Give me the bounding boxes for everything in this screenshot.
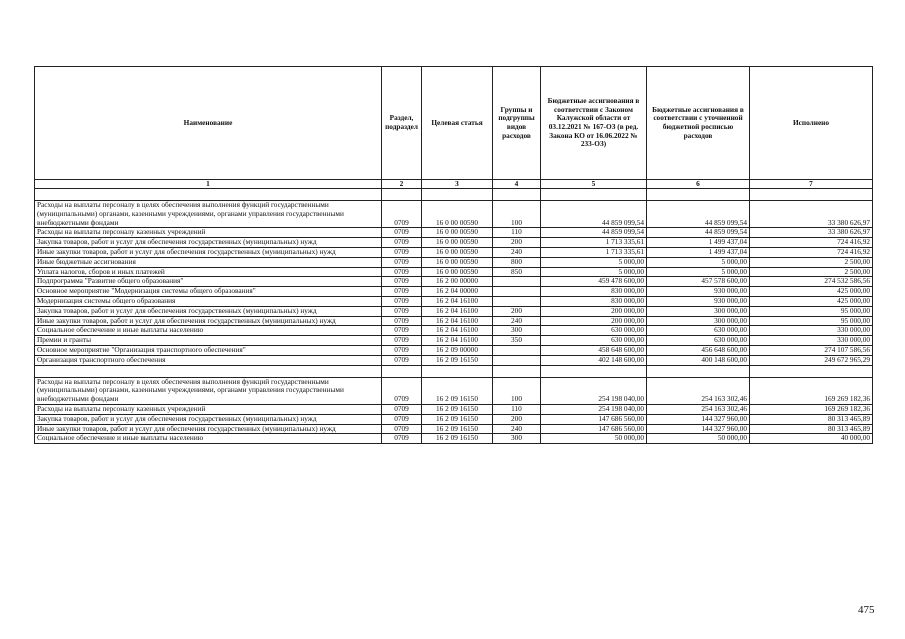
row-name: Подпрограмма "Развитие общего образования": [35, 277, 382, 287]
row-section: 0709: [382, 287, 422, 297]
row-group: [493, 277, 541, 287]
row-section: 0709: [382, 336, 422, 346]
table-body: [35, 180, 873, 444]
row-target-code: 16 0 00 00590: [422, 267, 493, 277]
row-group: 350: [493, 336, 541, 346]
table-row: [35, 414, 873, 424]
table-row: [35, 316, 873, 326]
row-group: 300: [493, 326, 541, 336]
table-row: [35, 404, 873, 414]
row-name: Модернизация системы общего образования: [35, 296, 382, 306]
row-approved: [541, 189, 647, 201]
row-executed: 724 416,92: [750, 238, 873, 248]
row-refined: [647, 189, 750, 201]
row-approved: 254 198 040,00: [541, 404, 647, 414]
row-group: 300: [493, 434, 541, 444]
row-group: [493, 189, 541, 201]
row-executed: 80 313 465,89: [750, 424, 873, 434]
row-group: 110: [493, 404, 541, 414]
row-section: [382, 365, 422, 377]
row-name: Уплата налогов, сборов и иных платежей: [35, 267, 382, 277]
row-approved: 830 000,00: [541, 296, 647, 306]
row-approved: 5 000,00: [541, 257, 647, 267]
row-refined: 254 163 302,46: [647, 377, 750, 404]
row-target-code: 16 0 00 00590: [422, 201, 493, 228]
row-approved: 254 198 040,00: [541, 377, 647, 404]
row-executed: 2 500,00: [750, 257, 873, 267]
row-executed: 330 000,00: [750, 326, 873, 336]
row-approved: 1 713 335,61: [541, 247, 647, 257]
row-refined: 50 000,00: [647, 434, 750, 444]
row-approved: 402 148 600,00: [541, 355, 647, 365]
table-row: [35, 238, 873, 248]
row-name: Иные закупки товаров, работ и услуг для обеспечения государственных (муниципальных) нужд: [35, 424, 382, 434]
row-executed: 33 380 626,97: [750, 201, 873, 228]
row-approved: 458 648 600,00: [541, 345, 647, 355]
table-row: [35, 228, 873, 238]
page-number: 475: [858, 604, 875, 616]
row-executed: 274 107 586,56: [750, 345, 873, 355]
table-row: [35, 424, 873, 434]
row-section: 0709: [382, 306, 422, 316]
row-name: [35, 189, 382, 201]
row-refined: [647, 365, 750, 377]
row-section: 0709: [382, 277, 422, 287]
row-target-code: [422, 365, 493, 377]
row-refined: 457 578 600,00: [647, 277, 750, 287]
row-refined: 400 148 600,00: [647, 355, 750, 365]
row-executed: [750, 365, 873, 377]
row-target-code: 16 0 00 00590: [422, 228, 493, 238]
row-approved: 1 713 335,61: [541, 238, 647, 248]
row-approved: 147 686 560,00: [541, 414, 647, 424]
table-row: [35, 257, 873, 267]
column-number: 2: [382, 180, 422, 189]
column-number: 4: [493, 180, 541, 189]
row-target-code: 16 2 00 00000: [422, 277, 493, 287]
row-target-code: 16 2 09 00000: [422, 345, 493, 355]
row-group: 240: [493, 316, 541, 326]
row-name: Закупка товаров, работ и услуг для обеспечения государственных (муниципальных) нужд: [35, 414, 382, 424]
table-row: [35, 355, 873, 365]
column-number-row: [35, 180, 873, 189]
row-section: 0709: [382, 326, 422, 336]
row-section: 0709: [382, 345, 422, 355]
row-group: 110: [493, 228, 541, 238]
row-name: Премии и гранты: [35, 336, 382, 346]
row-target-code: 16 2 04 16100: [422, 306, 493, 316]
row-executed: 40 000,00: [750, 434, 873, 444]
row-section: 0709: [382, 296, 422, 306]
row-refined: 144 327 960,00: [647, 424, 750, 434]
row-executed: 425 000,00: [750, 296, 873, 306]
row-section: 0709: [382, 238, 422, 248]
header-executed: Исполнено: [750, 67, 873, 180]
row-executed: 80 313 465,89: [750, 414, 873, 424]
row-executed: 95 000,00: [750, 306, 873, 316]
row-approved: 459 478 600,00: [541, 277, 647, 287]
row-executed: 274 532 586,56: [750, 277, 873, 287]
row-target-code: 16 2 09 16150: [422, 414, 493, 424]
row-target-code: 16 2 09 16150: [422, 434, 493, 444]
row-refined: 144 327 960,00: [647, 414, 750, 424]
row-section: 0709: [382, 404, 422, 414]
row-approved: 50 000,00: [541, 434, 647, 444]
header-section: Раздел, подраздел: [382, 67, 422, 180]
row-refined: 44 859 099,54: [647, 228, 750, 238]
row-section: 0709: [382, 355, 422, 365]
row-group: [493, 365, 541, 377]
row-refined: 44 859 099,54: [647, 201, 750, 228]
table-row: [35, 287, 873, 297]
header-groups: Группы и подгруппы видов расходов: [493, 67, 541, 180]
row-executed: [750, 189, 873, 201]
row-name: Расходы на выплаты персоналу в целях обеспечения выполнения функций государственными (муниципальными) органами, казенными учреждениями, органами управления государственными внебюджетными фондами: [35, 377, 382, 404]
column-number: 1: [35, 180, 382, 189]
table-row: [35, 345, 873, 355]
column-number: 7: [750, 180, 873, 189]
row-section: 0709: [382, 377, 422, 404]
row-approved: 147 686 560,00: [541, 424, 647, 434]
row-name: Социальное обеспечение и иные выплаты населению: [35, 326, 382, 336]
row-name: [35, 365, 382, 377]
row-refined: 456 648 600,00: [647, 345, 750, 355]
row-executed: 95 000,00: [750, 316, 873, 326]
row-group: 240: [493, 424, 541, 434]
row-name: Иные закупки товаров, работ и услуг для обеспечения государственных (муниципальных) нужд: [35, 247, 382, 257]
row-name: Социальное обеспечение и иные выплаты населению: [35, 434, 382, 444]
row-target-code: 16 2 04 16100: [422, 296, 493, 306]
row-name: Расходы на выплаты персоналу в целях обеспечения выполнения функций государственными (муниципальными) органами, казенными учреждениями, органами управления государственными внебюджетными фондами: [35, 201, 382, 228]
table-row: [35, 277, 873, 287]
row-refined: 300 000,00: [647, 316, 750, 326]
row-group: [493, 355, 541, 365]
header-name: Наименование: [35, 67, 382, 180]
table-row: [35, 377, 873, 404]
row-executed: 169 269 182,36: [750, 377, 873, 404]
row-approved: 630 000,00: [541, 336, 647, 346]
row-section: [382, 189, 422, 201]
row-refined: 930 000,00: [647, 287, 750, 297]
row-approved: 5 000,00: [541, 267, 647, 277]
table-row: [35, 336, 873, 346]
header-target: Целевая статья: [422, 67, 493, 180]
row-approved: 44 859 099,54: [541, 201, 647, 228]
row-executed: 330 000,00: [750, 336, 873, 346]
row-refined: 254 163 302,46: [647, 404, 750, 414]
row-section: 0709: [382, 247, 422, 257]
row-approved: 200 000,00: [541, 316, 647, 326]
row-approved: 830 000,00: [541, 287, 647, 297]
row-target-code: 16 2 09 16150: [422, 377, 493, 404]
row-name: Расходы на выплаты персоналу казенных учреждений: [35, 228, 382, 238]
row-name: Иные закупки товаров, работ и услуг для обеспечения государственных (муниципальных) нужд: [35, 316, 382, 326]
row-approved: 630 000,00: [541, 326, 647, 336]
row-group: 850: [493, 267, 541, 277]
row-name: Иные бюджетные ассигнования: [35, 257, 382, 267]
column-number: 3: [422, 180, 493, 189]
row-section: 0709: [382, 201, 422, 228]
row-group: 100: [493, 377, 541, 404]
row-section: 0709: [382, 228, 422, 238]
row-executed: 249 672 965,29: [750, 355, 873, 365]
row-executed: 169 269 182,36: [750, 404, 873, 414]
table-row: [35, 365, 873, 377]
table-row: [35, 189, 873, 201]
row-target-code: [422, 189, 493, 201]
row-name: Основное мероприятие "Модернизация системы общего образования": [35, 287, 382, 297]
row-target-code: 16 0 00 00590: [422, 238, 493, 248]
row-target-code: 16 2 04 16100: [422, 316, 493, 326]
table-row: [35, 296, 873, 306]
row-target-code: 16 2 04 16100: [422, 336, 493, 346]
row-approved: [541, 365, 647, 377]
row-section: 0709: [382, 316, 422, 326]
row-refined: 5 000,00: [647, 257, 750, 267]
row-refined: 300 000,00: [647, 306, 750, 316]
row-target-code: 16 2 09 16150: [422, 424, 493, 434]
row-target-code: 16 2 09 16150: [422, 404, 493, 414]
row-group: 200: [493, 306, 541, 316]
column-number: 5: [541, 180, 647, 189]
row-executed: 425 000,00: [750, 287, 873, 297]
column-number: 6: [647, 180, 750, 189]
row-group: 100: [493, 201, 541, 228]
row-section: 0709: [382, 267, 422, 277]
row-target-code: 16 2 04 16100: [422, 326, 493, 336]
row-section: 0709: [382, 434, 422, 444]
header-approved: Бюджетные ассигнования в соответствии с Законом Калужской области от 03.12.2021 № 167-ОЗ (в ред. Закона КО от 16.06.2022 № 233-ОЗ): [541, 67, 647, 180]
row-section: 0709: [382, 424, 422, 434]
row-name: Закупка товаров, работ и услуг для обеспечения государственных (муниципальных) нужд: [35, 306, 382, 316]
row-section: 0709: [382, 414, 422, 424]
row-executed: 2 500,00: [750, 267, 873, 277]
header-refined: Бюджетные ассигнования в соответствии с уточненной бюджетной росписью расходов: [647, 67, 750, 180]
row-executed: 33 380 626,97: [750, 228, 873, 238]
table-row: [35, 267, 873, 277]
row-group: 200: [493, 238, 541, 248]
table-row: [35, 247, 873, 257]
row-group: 240: [493, 247, 541, 257]
table-row: [35, 326, 873, 336]
row-name: Основное мероприятие "Организация транспортного обеспечения": [35, 345, 382, 355]
row-refined: 930 000,00: [647, 296, 750, 306]
row-refined: 1 499 437,04: [647, 238, 750, 248]
row-target-code: 16 2 04 00000: [422, 287, 493, 297]
row-group: 200: [493, 414, 541, 424]
budget-table: [34, 66, 873, 444]
row-refined: 630 000,00: [647, 326, 750, 336]
row-group: [493, 296, 541, 306]
row-executed: 724 416,92: [750, 247, 873, 257]
row-name: Расходы на выплаты персоналу казенных учреждений: [35, 404, 382, 414]
header-row: [35, 67, 873, 180]
table-row: [35, 201, 873, 228]
row-section: 0709: [382, 257, 422, 267]
row-target-code: 16 2 09 16150: [422, 355, 493, 365]
row-refined: 630 000,00: [647, 336, 750, 346]
table-row: [35, 306, 873, 316]
row-name: Закупка товаров, работ и услуг для обеспечения государственных (муниципальных) нужд: [35, 238, 382, 248]
row-approved: 44 859 099,54: [541, 228, 647, 238]
row-target-code: 16 0 00 00590: [422, 257, 493, 267]
row-group: 800: [493, 257, 541, 267]
row-group: [493, 345, 541, 355]
table-row: [35, 434, 873, 444]
row-group: [493, 287, 541, 297]
row-target-code: 16 0 00 00590: [422, 247, 493, 257]
row-refined: 1 499 437,04: [647, 247, 750, 257]
row-approved: 200 000,00: [541, 306, 647, 316]
row-refined: 5 000,00: [647, 267, 750, 277]
row-name: Организация транспортного обеспечения: [35, 355, 382, 365]
